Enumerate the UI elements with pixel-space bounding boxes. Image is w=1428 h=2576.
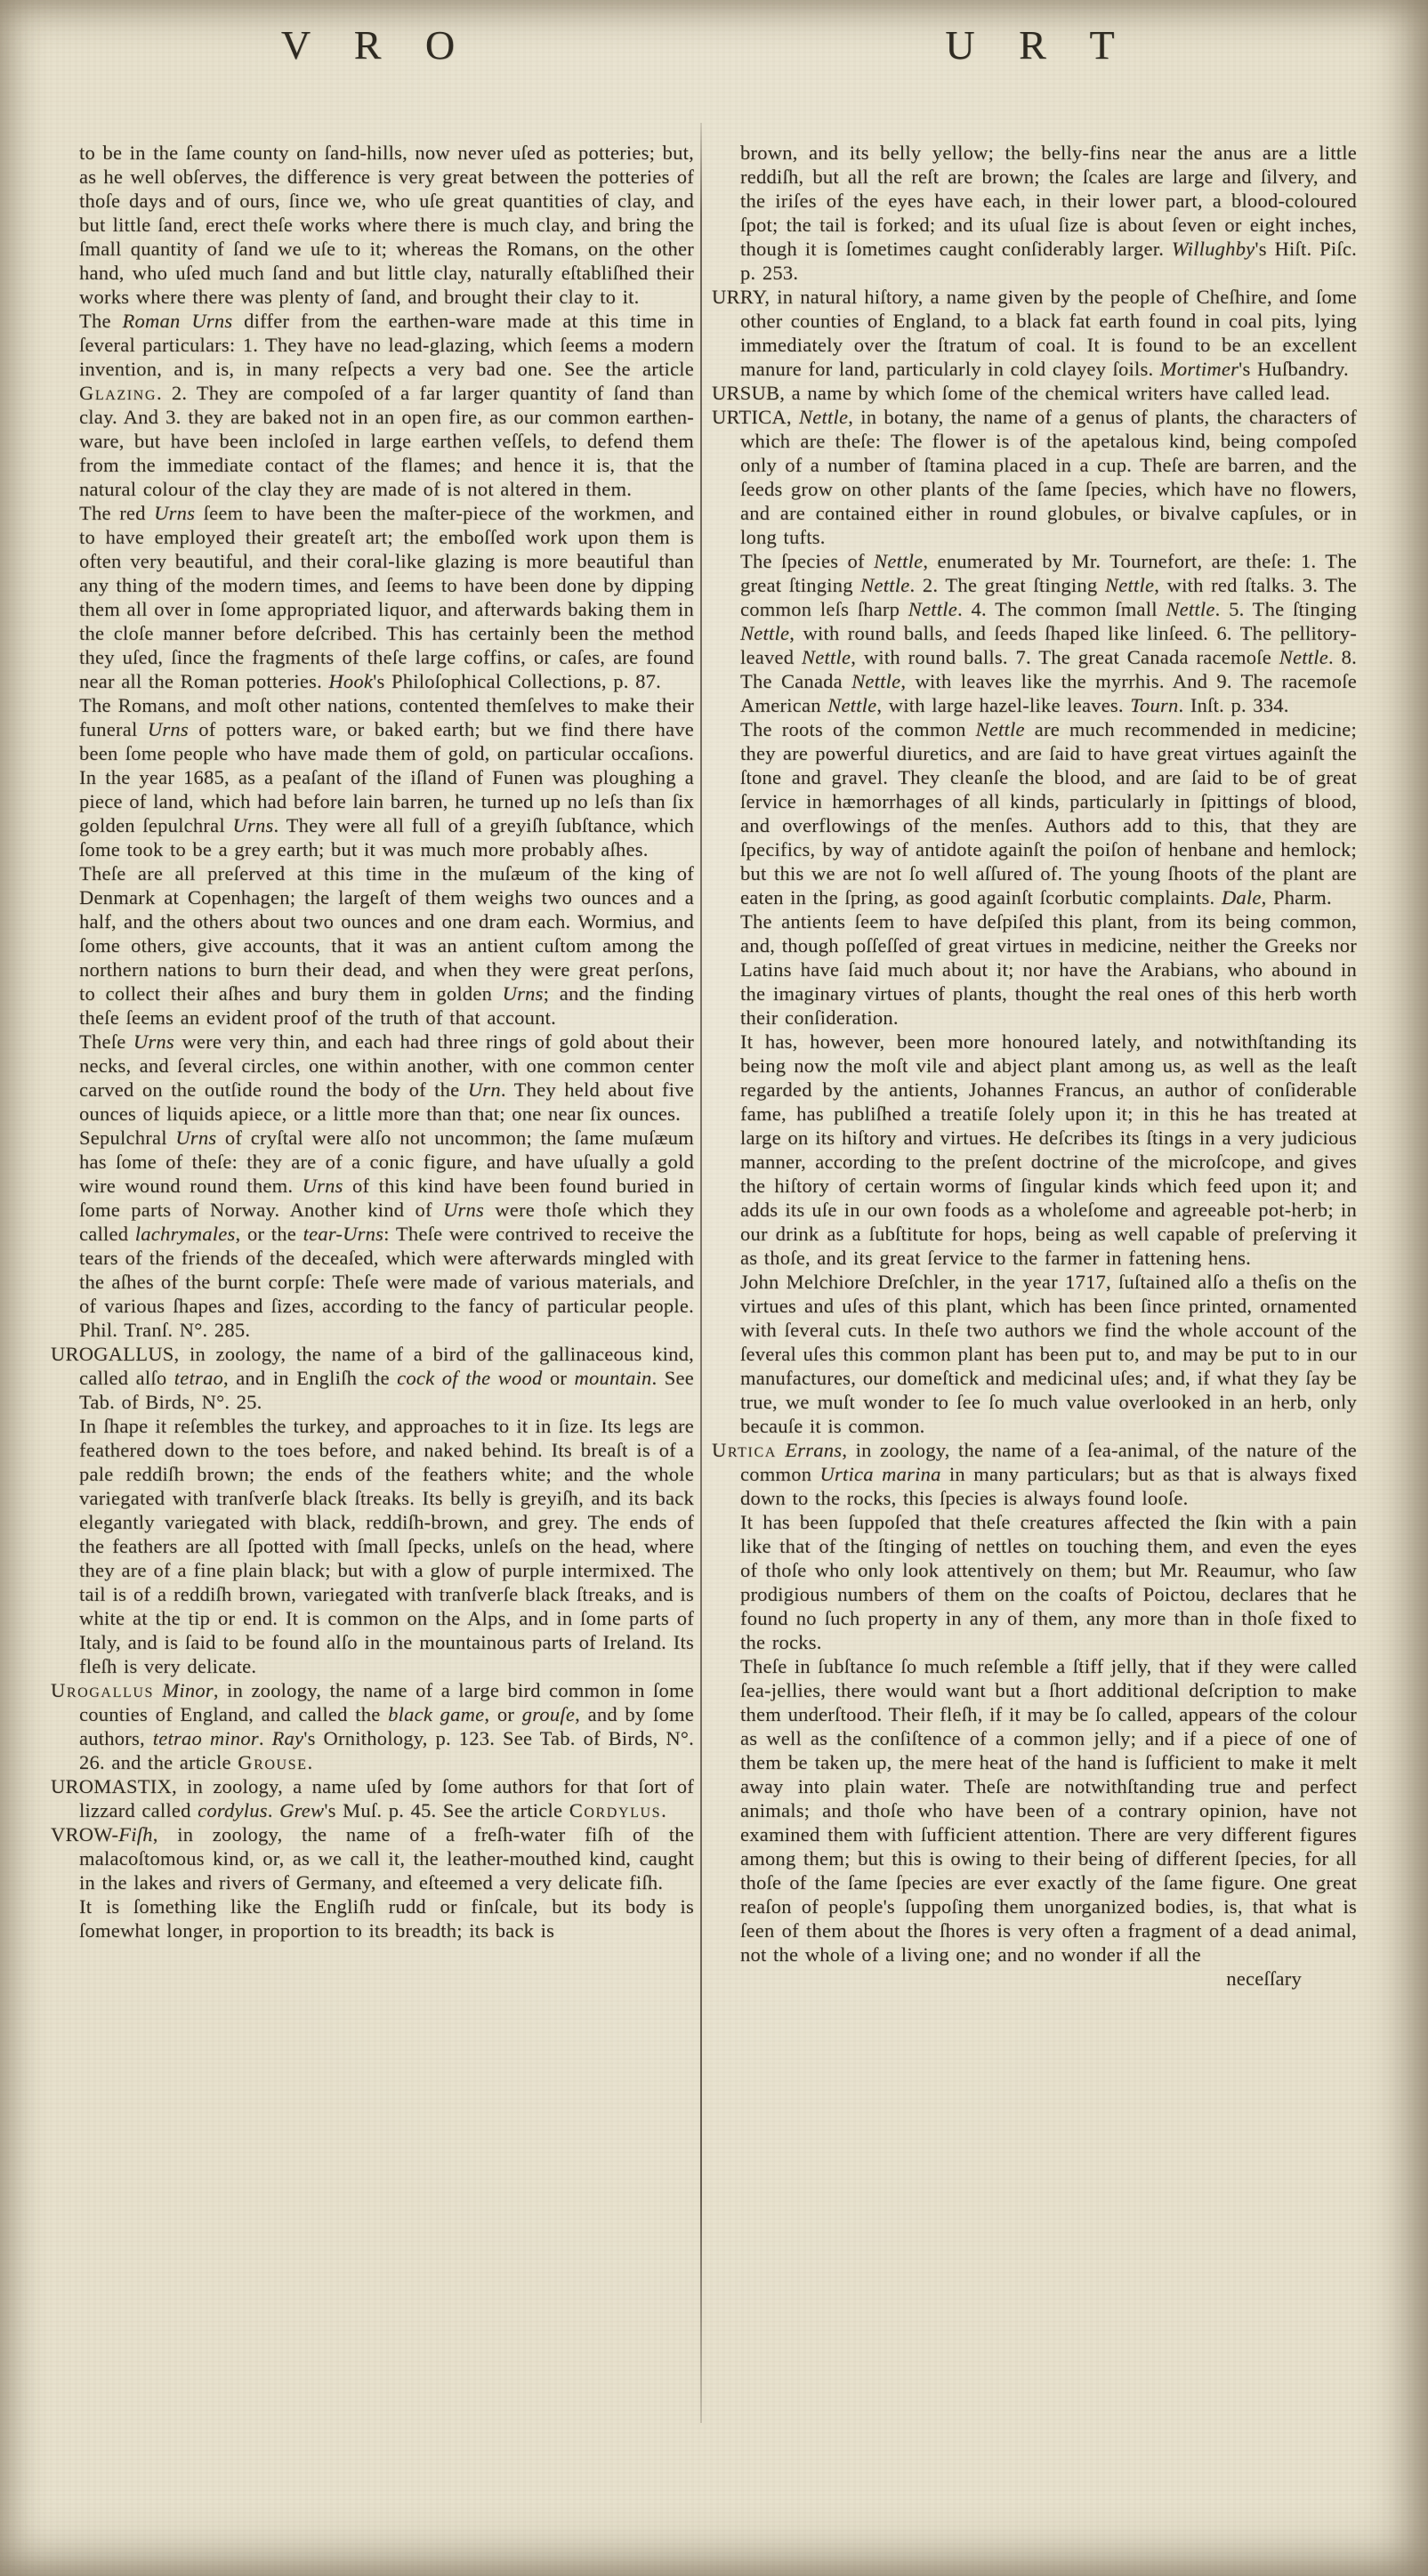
paragraph: It is ſomething like the Engliſh rudd or finſcale, but its body is ſomewhat longer, in proportion to its breadth; its back is bbox=[79, 1895, 694, 1942]
dictionary-entry: URSUB, a name by which ſome of the chemical writers have called lead. bbox=[712, 382, 1330, 404]
paragraph: Theſe in ſubſtance ſo much reſemble a ſtiff jelly, that if they were called ſea-jellies, there would want but a ſhort additional deſcription to make them underſtood. Their fleſh, if it may be ſo called, appears of the colour as well as the conſiſtence of a common jelly; and if a piece of one of them be taken up, the mere heat of the hand is ſufficient to make it melt away into plain water. Theſe are notwithſtanding true and perfect animals; and thoſe who have been of a contrary opinion, have not examined them with ſufficient attention. There are very different figures among them; but this is owing to their being of different ſpecies, for all thoſe of the ſame ſpecies are ever exactly of the ſame figure. One great reaſon of people's ſuppoſing them unorganized bodies, is, that what is ſeen of them about the ſhores is very often a fragment of a dead animal, not the whole of a living one; and no wonder if all the bbox=[740, 1655, 1357, 1966]
paragraph: The antients ſeem to have deſpiſed this plant, from its being common, and, though poſſeſſed of great virtues in medicine, neither the Greeks nor Latins have ſaid much about it; nor have the Arabians, who abound in the imaginary virtues of plants, thought the real ones of this herb worth their conſideration. bbox=[740, 910, 1357, 1029]
dictionary-entry: UROMASTIX, in zoology, a name uſed by ſome authors for that ſort of lizzard called cordylus. Grew's Muſ. p. 45. See the article Cordylus. bbox=[51, 1775, 694, 1821]
dictionary-entry: VROW-Fiſh, in zoology, the name of a freſh-water fiſh of the malacoſtomous kind, or, as we call it, the leather-mouthed kind, caught in the lakes and rivers of Germany, and eſteemed a very delicate fiſh. bbox=[51, 1823, 694, 1894]
paragraph: The roots of the common Nettle are much recommended in medicine; they are powerful diuretics, and are ſaid to have great virtues againſt the ſtone and gravel. They cleanſe the blood, and are ſaid to be of great ſervice in hæmorrhages of all kinds, particularly in ſpittings of blood, and overflowings of the menſes. Authors add to this, that they are ſpecifics, by way of antidote againſt the poiſon of henbane and hemlock; but this we are not ſo well aſſured of. The young ſhoots of the plant are eaten in the ſpring, as good againſt ſcorbutic complaints. Dale, Pharm. bbox=[740, 718, 1357, 908]
paragraph: to be in the ſame county on ſand-hills, now never uſed as potteries; but, as he well obſerves, the difference is very great between the potteries of thoſe days and of ours, ſince we, who uſe great quantities of clay, and but little ſand, erect theſe works where there is much clay, and bring the ſmall quantity of ſand we uſe to it; whereas the Romans, on the other hand, who uſed much ſand and but little clay, naturally eſtabliſhed their works where there was plenty of ſand, and brought their clay to it. bbox=[79, 141, 694, 308]
text-column-left bbox=[51, 141, 694, 1942]
paragraph: The Roman Urns differ from the earthen-ware made at this time in ſeveral particulars: 1. They have no lead-glazing, which ſeems a modern invention, and is, in many reſpects a very bad one. See the article Glazing. 2. They are compoſed of a far larger quantity of ſand than clay. And 3. they are baked not in an open fire, as our common earthen-ware, but have been incloſed in large earthen veſſels, to defend them from the immediate contact of the flames; and hence it is, that the natural colour of the clay they are made of is not altered in them. bbox=[79, 310, 694, 500]
paragraph: The ſpecies of Nettle, enumerated by Mr. Tournefort, are theſe: 1. The great ſtinging Nettle. 2. The great ſtinging Nettle, with red ſtalks. 3. The common leſs ſharp Nettle. 4. The common ſmall Nettle. 5. The ſtinging Nettle, with round balls, and ſeeds ſhaped like linſeed. 6. The pellitory-leaved Nettle, with round balls. 7. The great Canada racemoſe Nettle. 8. The Canada Nettle, with leaves like the myrrhis. And 9. The racemoſe American Nettle, with large hazel-like leaves. Tourn. Inſt. p. 334. bbox=[740, 550, 1358, 716]
text-column-right bbox=[712, 141, 1357, 1991]
dictionary-entry: URTICA, Nettle, in botany, the name of a genus of plants, the characters of which are theſe: The flower is of the apetalous kind, being compoſed only of a number of ſtamina placed in a cup. Theſe are barren, and the ſeeds grow on other plants of the ſame ſpecies, which have no flowers, and are contained either in round globules, or bivalve capſules, or in long tufts. bbox=[712, 406, 1357, 548]
running-head-left: V R O bbox=[280, 22, 464, 68]
dictionary-entry: Urtica Errans, in zoology, the name of a ſea-animal, of the nature of the common Urtica marina in many particulars; but as that is always fixed down to the rocks, this ſpecies is always found looſe. bbox=[712, 1439, 1357, 1509]
column-divider-rule bbox=[700, 123, 702, 2423]
paragraph: The Romans, and moſt other nations, contented themſelves to make their funeral Urns of potters ware, or baked earth; but we find there have been ſome people who have made them of gold, on particular occaſions. In the year 1685, as a peaſant of the iſland of Funen was ploughing a piece of land, which had before lain barren, he turned up no leſs than ſix golden ſepulchral Urns. They were all full of a greyiſh ſubſtance, which ſome took to be a grey earth; but it was much more probably aſhes. bbox=[79, 694, 694, 860]
catchword: neceſſary bbox=[1226, 1967, 1302, 1990]
running-head-right: U R T bbox=[945, 22, 1124, 68]
paragraph: It has been ſuppoſed that theſe creatures affected the ſkin with a pain like that of the ſtinging of nettles on touching them, and even the eyes of thoſe who only look attentively on them; but Mr. Reaumur, who ſaw prodigious numbers of them on the coaſts of Poictou, declares that he found no ſuch property in any of them, any more than in thoſe fixed to the rocks. bbox=[740, 1511, 1357, 1653]
paragraph: brown, and its belly yellow; the belly-fins near the anus are a little reddiſh, but all the reſt are brown; the ſcales are large and ſilvery, and the iriſes of the eyes have each, in their lower part, a blood-coloured ſpot; the tail is forked; and its uſual ſize is about ſeven or eight inches, though it is ſometimes caught conſiderably larger. Willughby's Hiſt. Piſc. p. 253. bbox=[740, 141, 1357, 284]
paragraph: John Melchiore Dreſchler, in the year 1717, ſuſtained alſo a theſis on the virtues and uſes of this plant, which has been ſince printed, ornamented with ſeveral cuts. In theſe two authors we find the whole account of the ſeveral uſes this common plant has been put to, and may be put to in our manufactures, our domeſtick and medicinal uſes; and, if what they ſay be true, we muſt wonder to ſee ſo much value overlooked in an herb, only becauſe it is common. bbox=[740, 1271, 1357, 1437]
paragraph: Sepulchral Urns of cryſtal were alſo not uncommon; the ſame muſæum has ſome of theſe: they are of a conic figure, and have uſually a gold wire wound round them. Urns of this kind have been found buried in ſome parts of Norway. Another kind of Urns were thoſe which they called lachrymales, or the tear-Urns: Theſe were contrived to receive the tears of the friends of the deceaſed, which were afterwards mingled with the aſhes of the burnt corpſe: Theſe were made of various materials, and of various ſhapes and ſizes, according to the fancy of particular people. Phil. Tranſ. N°. 285. bbox=[79, 1126, 695, 1341]
dictionary-entry: Urogallus Minor, in zoology, the name of a large bird common in ſome counties of England, and called the black game, or grouſe, and by ſome authors, tetrao minor. Ray's Ornithology, p. 123. See Tab. of Birds, N°. 26. and the article Grouse. bbox=[51, 1679, 695, 1773]
paragraph: It has, however, been more honoured lately, and notwithſtanding its being now the moſt vile and abject plant among us, as well as the leaſt regarded by the antients, Johannes Francus, an author of conſiderable fame, has publiſhed a treatiſe ſolely upon it; in this he has treated at large on its hiſtory and virtues. He deſcribes its ſtings in a very judicious manner, according to the preſent doctrine of the microſcope, and gives the hiſtory of certain worms of ſingular kinds which feed upon it; and adds its uſe in our own foods as a wholeſome and agreeable pot-herb; in our drink as a ſubſtitute for hops, being as well capable of preſerving it as thoſe, and its great ſervice to the farmer in fattening hens. bbox=[740, 1030, 1357, 1269]
paragraph: Theſe Urns were very thin, and each had three rings of gold about their necks, and ſeveral circles, one within another, with one common center carved on the outſide round the body of the Urn. They held about five ounces of liquids apiece, or a little more than that; one near ſix ounces. bbox=[79, 1030, 694, 1125]
dictionary-entry: URRY, in natural hiſtory, a name given by the people of Cheſhire, and ſome other counties of England, to a black fat earth found in coal pits, lying immediately over the ſtratum of coal. It is found to be an excellent manure for land, particularly in cold clayey ſoils. Mortimer's Huſbandry. bbox=[712, 286, 1357, 380]
paragraph: The red Urns ſeem to have been the maſter-piece of the workmen, and to have employed their greateſt art; the emboſſed work upon them is often very beautiful, and their coral-like glazing is more beautiful than any thing of the modern times, and ſeems to have been done by dipping them all over in ſome appropriated liquor, and afterwards baking them in the cloſe manner before deſcribed. This has certainly been the method they uſed, ſince the fragments of theſe large coffins, or caſes, are found near all the Roman potteries. Hook's Philoſophical Collections, p. 87. bbox=[79, 502, 694, 692]
dictionary-entry: UROGALLUS, in zoology, the name of a bird of the gallinaceous kind, called alſo tetrao, and in Engliſh the cock of the wood or mountain. See Tab. of Birds, N°. 25. bbox=[51, 1343, 694, 1413]
paragraph: In ſhape it reſembles the turkey, and approaches to it in ſize. Its legs are feathered down to the toes before, and naked behind. Its breaſt is of a pale reddiſh brown; the ends of the feathers white; and the whole variegated with tranſverſe black ſtreaks. Its belly is greyiſh, and its back elegantly variegated with black, reddiſh-brown, and grey. The ends of the feathers are all ſpotted with ſmall ſpecks, unleſs on the head, where they are of a fine plain black; but with a glow of purple intermixed. The tail is of a reddiſh brown, variegated with tranſverſe black ſtreaks, and is white at the tip or end. It is common on the Alps, and in ſome parts of Italy, and is ſaid to be found alſo in the mountainous parts of Ireland. Its fleſh is very delicate. bbox=[79, 1415, 694, 1677]
paragraph: Theſe are all preſerved at this time in the muſæum of the king of Denmark at Copenhagen; the largeſt of them weighs two ounces and a half, and the others about two ounces and one dram each. Wormius, and ſome others, give accounts, that it was an antient cuſtom among the northern nations to burn their dead, and when they were great perſons, to collect their aſhes and bury them in golden Urns; and the finding theſe ſeems an evident proof of the truth of that account. bbox=[79, 862, 694, 1029]
